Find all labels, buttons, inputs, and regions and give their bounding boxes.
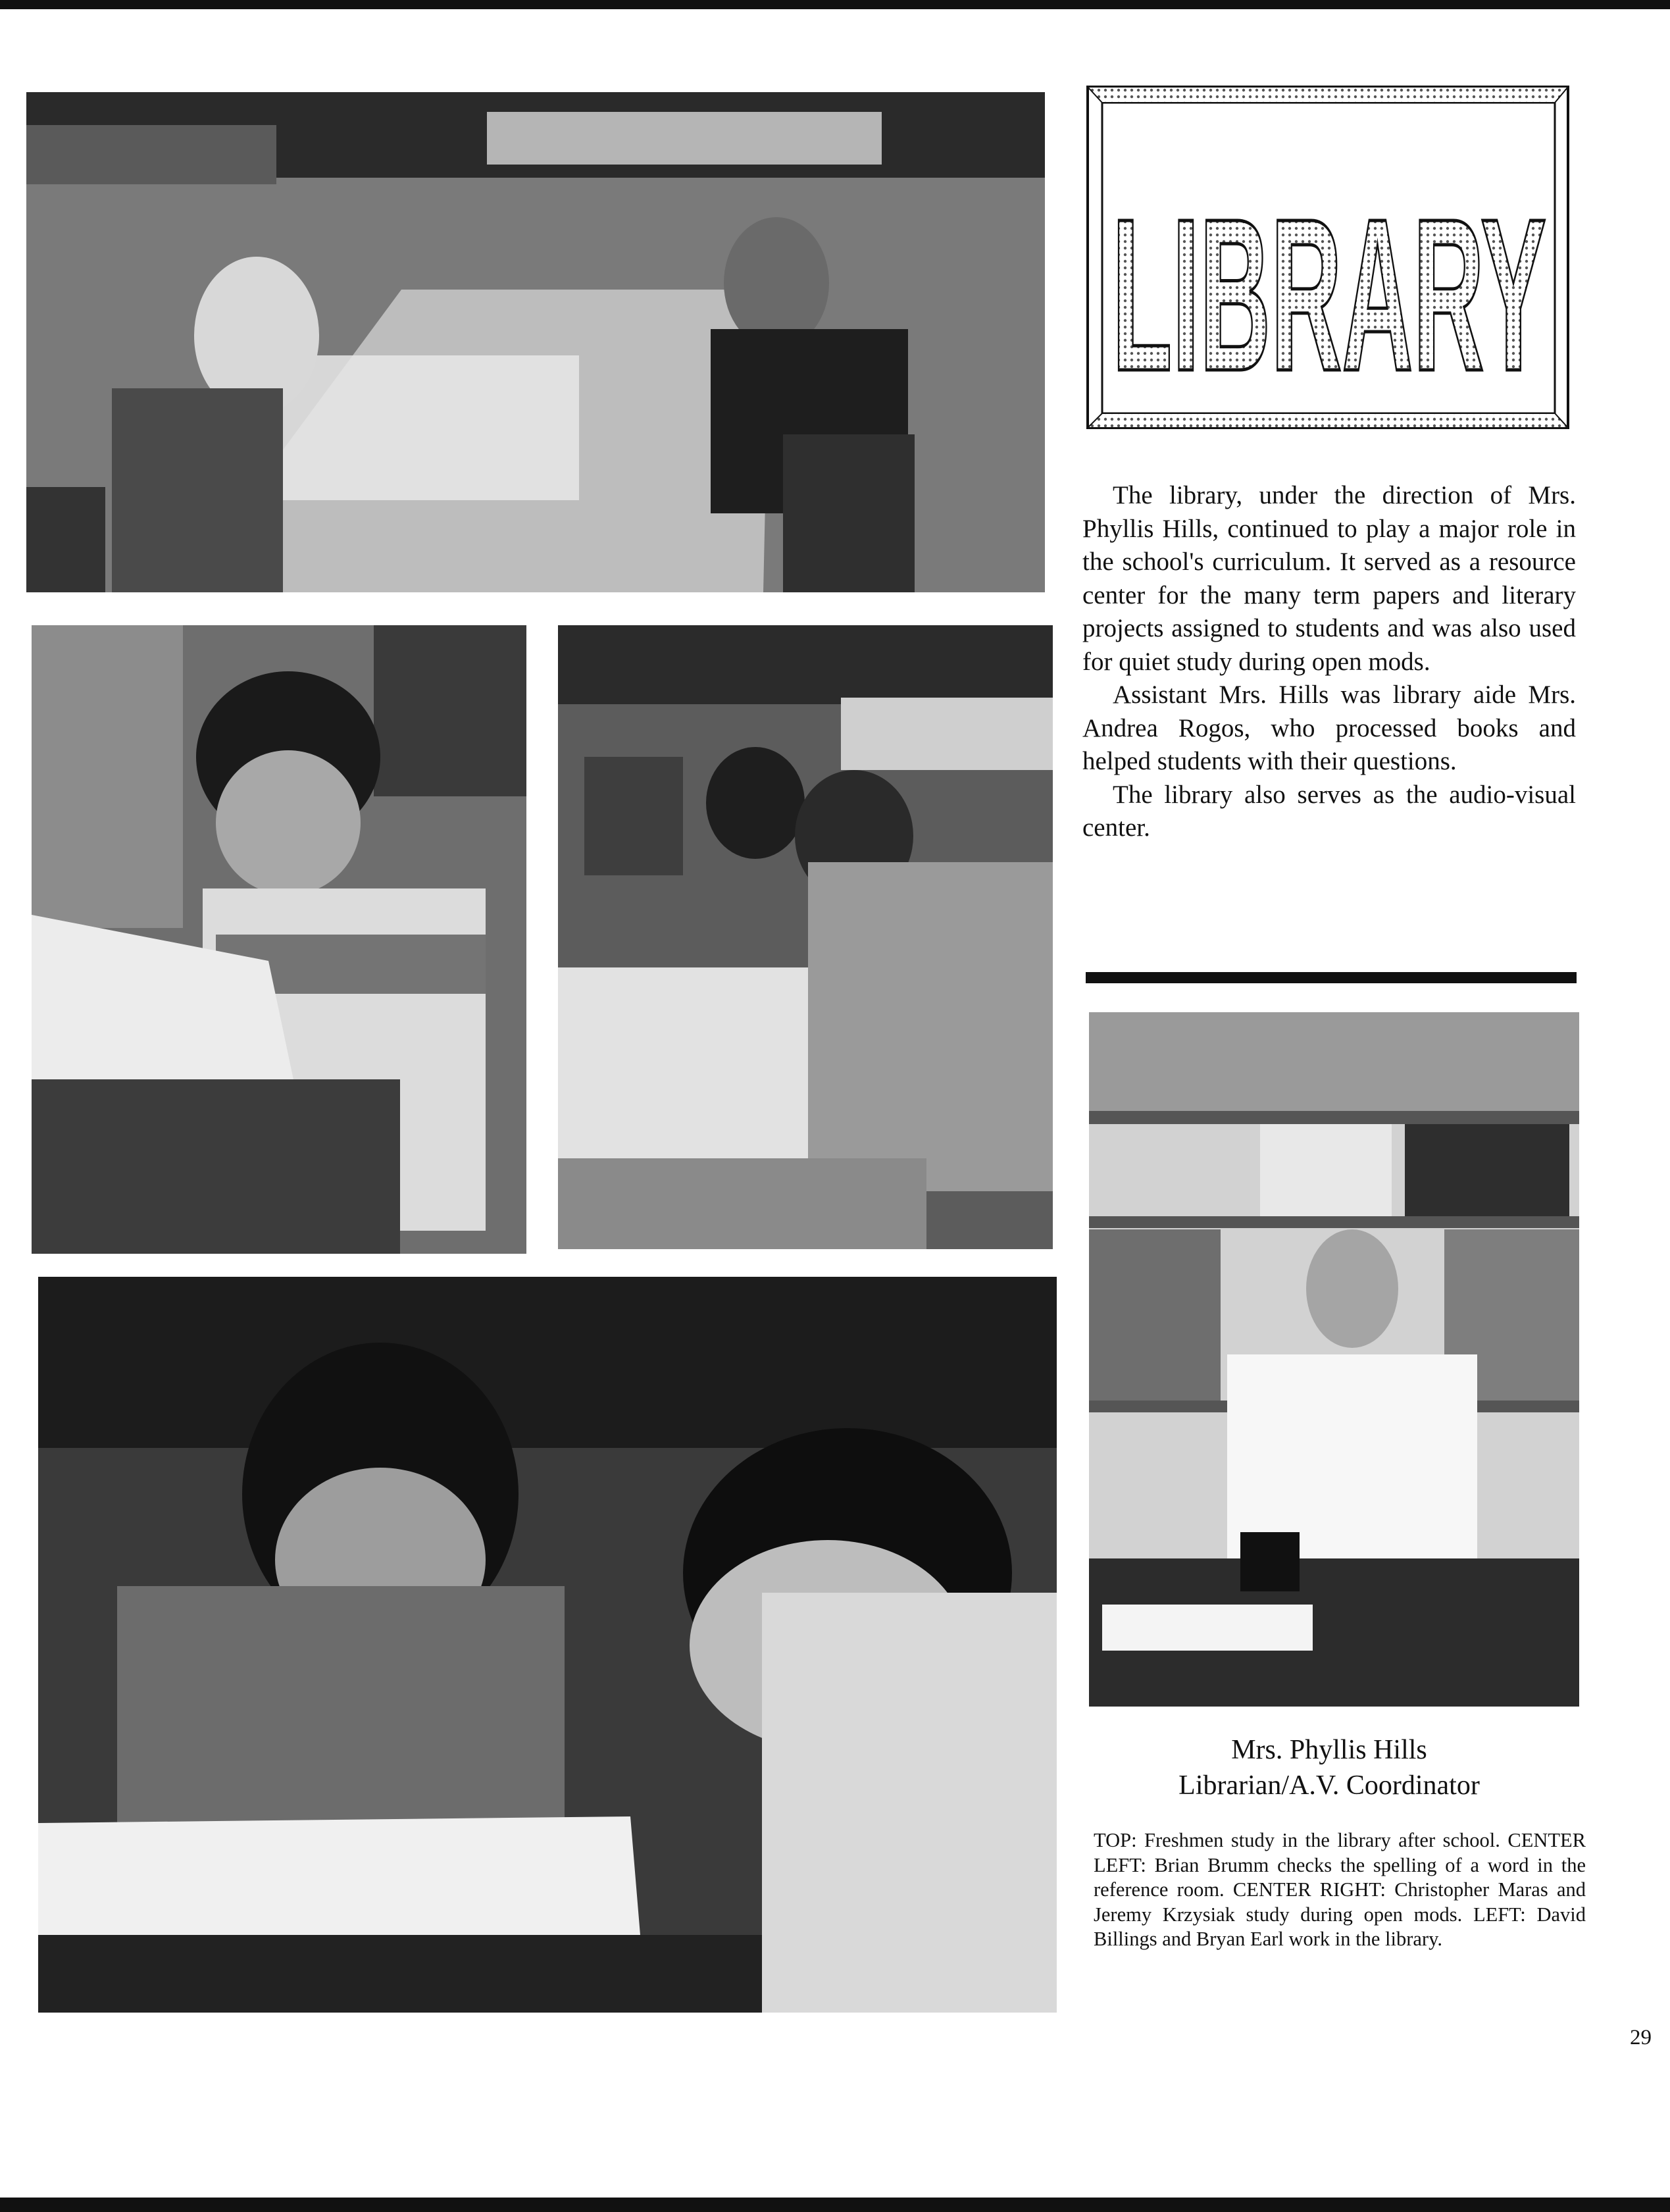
photo-library-work (38, 1277, 1057, 2013)
library-title: LIBRARY (1112, 173, 1546, 416)
librarian-name: Mrs. Phyllis Hills (1231, 1735, 1427, 1765)
photo-freshmen-studying (26, 92, 1045, 592)
article-body (1082, 479, 1576, 845)
section-divider (1086, 972, 1577, 983)
page-number: 29 (1630, 2026, 1652, 2049)
library-title-graphic (1082, 74, 1576, 442)
photo-reference-room (32, 625, 526, 1254)
page-bottom-edge (0, 2198, 1670, 2212)
body-paragraph: The library, under the direction of Mrs. Phyllis Hills, continued to play a major role in the school's curriculum. It served as a resource center for the many term papers and literary projects assigned to students and was also used for quiet study during open mods. (1082, 481, 1576, 676)
photo-caption: TOP: Freshmen study in the library after school. CENTER LEFT: Brian Brumm checks the spelling of a word in the reference room. CENTER RIGHT: Christopher Maras and Jeremy Krzysiak study during open mods. LEFT: David Billings and Bryan Earl work in the library. (1094, 1829, 1586, 1950)
photo-librarian (1089, 1012, 1579, 1707)
librarian-caption (1082, 1732, 1576, 1803)
body-paragraph: Assistant Mrs. Hills was library aide Mrs. Andrea Rogos, who processed books and helped students with their questions. (1082, 681, 1576, 775)
photo-open-mods-study (558, 625, 1053, 1249)
librarian-role: Librarian/A.V. Coordinator (1178, 1770, 1480, 1801)
page-top-edge (0, 0, 1670, 9)
body-paragraph: The library also serves as the audio-visual center. (1082, 780, 1576, 842)
